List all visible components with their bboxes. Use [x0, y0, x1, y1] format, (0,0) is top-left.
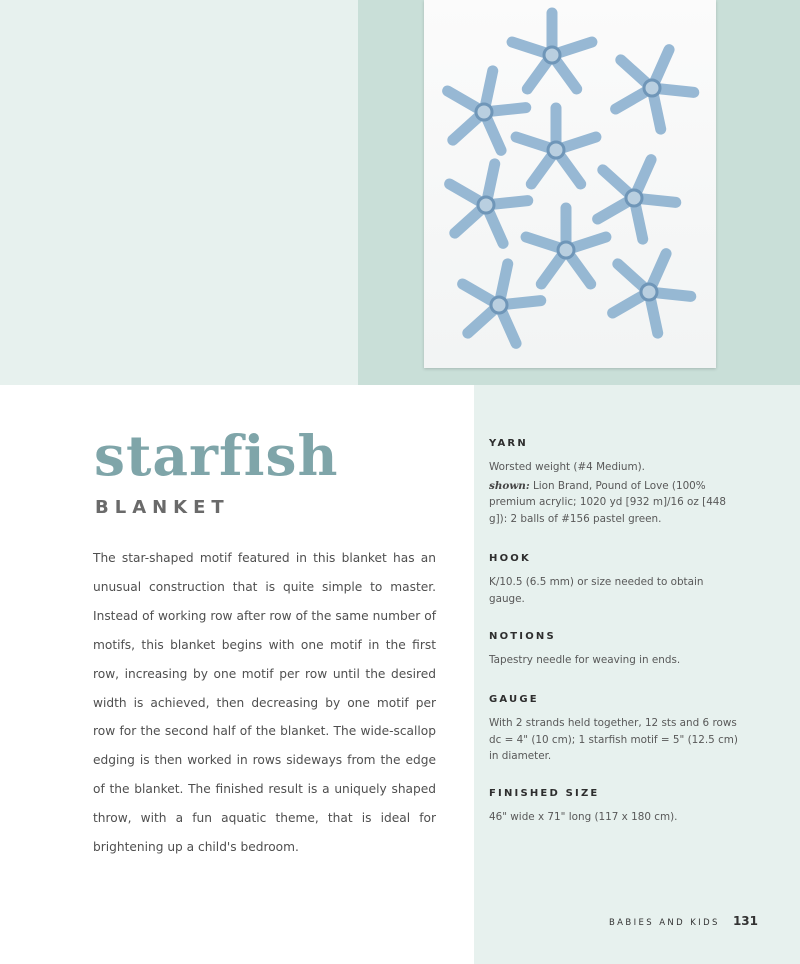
starfish-motif [516, 108, 596, 184]
footer-section-name: BABIES AND KIDS [608, 918, 720, 928]
spec-notions-heading: NOTIONS [489, 631, 556, 642]
header-background-left [0, 0, 358, 385]
spec-gauge-text: With 2 strands held together, 12 sts and 6 rows dc = 4" (10 cm); 1 starfish motif = 5" (12.5 cm) in diameter. [489, 717, 738, 762]
starfish-motif [512, 13, 592, 89]
starfish-motif [613, 254, 691, 333]
page-number: 131 [732, 914, 758, 928]
page-title: starfish [94, 423, 339, 488]
spec-yarn [489, 438, 739, 529]
spec-yarn-shown [489, 478, 739, 528]
page-subtitle: BLANKET [95, 497, 230, 518]
spec-hook-text: K/10.5 (6.5 mm) or size needed to obtain gauge. [489, 576, 704, 605]
spec-yarn-weight: Worsted weight (#4 Medium). [489, 461, 645, 473]
starfish-motif [450, 164, 528, 243]
spec-finished-size-text: 46" wide x 71" long (117 x 180 cm). [489, 811, 678, 823]
blanket-photo [424, 0, 716, 368]
spec-gauge-heading: GAUGE [489, 694, 539, 705]
spec-hook [489, 553, 739, 609]
spec-finished-size-heading: FINISHED SIZE [489, 788, 600, 799]
spec-notions [489, 631, 739, 671]
spec-yarn-heading: YARN [489, 438, 528, 449]
spec-gauge [489, 694, 739, 767]
starfish-motif [616, 50, 694, 129]
spec-finished-size [489, 788, 739, 828]
spec-hook-heading: HOOK [489, 553, 531, 564]
spec-yarn-shown-label: shown: [489, 479, 530, 492]
page-footer [609, 910, 758, 929]
intro-paragraph: The star-shaped motif featured in this blanket has an unusual construction that is quite simple to master. Instead of working row after row of the same number of motifs, this blanket begins with one motif in the first row, increasing by one motif per row until the desired width is achieved, then decreasing by one motif per row for the second half of the blanket. The wide-scallop edging is then worked in rows sideways from the edge of the blanket. The finished result is a uniquely shaped throw, with a fun aquatic theme, that is ideal for brightening up a child's bedroom. [93, 551, 436, 855]
starfish-crochet-illustration [424, 0, 716, 368]
starfish-motif [463, 264, 541, 343]
spec-yarn-shown-text: Lion Brand, Pound of Love (100% premium acrylic; 1020 yd [932 m]/16 oz [448 g]): 2 balls of #156 pastel green. [489, 479, 727, 525]
starfish-motif [598, 160, 676, 239]
spec-notions-text: Tapestry needle for weaving in ends. [489, 654, 681, 666]
